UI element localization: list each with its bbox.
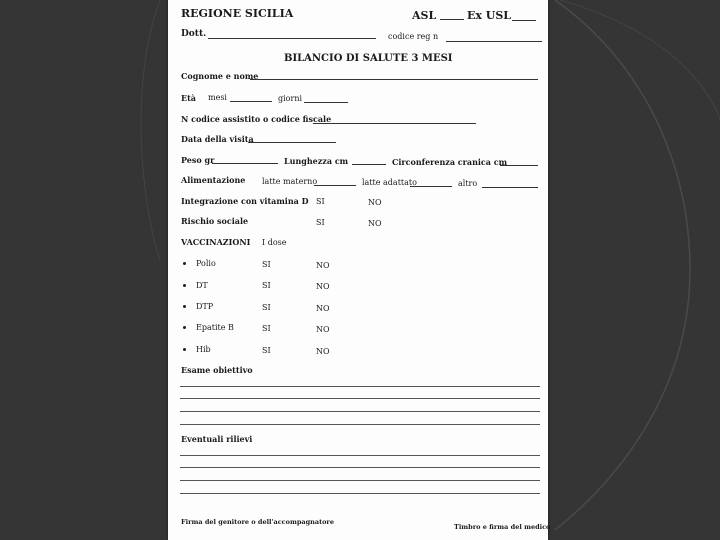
esame-line[interactable] (180, 386, 540, 387)
ex-usl-field[interactable] (512, 20, 536, 21)
vaccine-no[interactable]: NO (316, 261, 330, 270)
vaccine-name: Hib (196, 345, 211, 354)
bullet-icon (183, 326, 186, 329)
lunghezza-label: Lunghezza cm (284, 156, 349, 166)
esame-line[interactable] (180, 398, 540, 399)
rischio-label: Rischio sociale (181, 216, 249, 226)
vaccine-si[interactable]: SI (262, 281, 271, 290)
giorni-field[interactable] (304, 102, 348, 103)
rilievi-line[interactable] (180, 455, 540, 456)
lunghezza-field[interactable] (352, 164, 386, 165)
integrazione-no[interactable]: NO (368, 198, 382, 207)
peso-field[interactable] (212, 163, 278, 164)
vaccine-no[interactable]: NO (316, 304, 330, 313)
bullet-icon (183, 262, 186, 265)
vaccine-no[interactable]: NO (316, 347, 330, 356)
latte-materno-field[interactable] (314, 185, 356, 186)
vaccinazioni-label: VACCINAZIONI (181, 237, 251, 247)
eta-label: Età (181, 93, 196, 103)
ex-usl-label: Ex USL (467, 9, 512, 22)
vaccine-name: DT (196, 281, 208, 290)
data-visita-label: Data della visita (181, 134, 254, 144)
circonferenza-label: Circonferenza cranica cm (392, 157, 508, 167)
altro-label: altro (458, 179, 478, 188)
codice-assistito-label: N codice assistito o codice fiscale (181, 114, 332, 124)
codice-assistito-field[interactable] (313, 123, 476, 124)
dott-field[interactable] (208, 38, 376, 39)
health-form-page (168, 0, 551, 540)
cognome-nome-field[interactable] (250, 79, 538, 80)
bullet-icon (183, 284, 186, 287)
data-visita-field[interactable] (248, 142, 336, 143)
firma-genitore-label: Firma del genitore o dell'accompagnatore (181, 518, 334, 526)
giorni-label: giorni (278, 94, 303, 103)
cognome-nome-label: Cognome e nome (181, 71, 259, 81)
dott-label: Dott. (181, 29, 207, 39)
form-title: BILANCIO DI SALUTE 3 MESI (284, 53, 453, 64)
vaccine-si[interactable]: SI (262, 260, 271, 269)
bullet-icon (183, 348, 186, 351)
rilievi-line[interactable] (180, 467, 540, 468)
vaccine-si[interactable]: SI (262, 346, 271, 355)
vaccine-si[interactable]: SI (262, 303, 271, 312)
vaccine-no[interactable]: NO (316, 325, 330, 334)
asl-label: ASL (412, 9, 437, 22)
mesi-label: mesi (208, 93, 227, 102)
bullet-icon (183, 305, 186, 308)
peso-label: Peso gr (181, 155, 215, 165)
asl-field[interactable] (440, 19, 464, 20)
circonferenza-field[interactable] (500, 165, 538, 166)
vaccine-no[interactable]: NO (316, 282, 330, 291)
latte-adattato-label: latte adattato (362, 178, 417, 187)
integrazione-label: Integrazione con vitamina D (181, 196, 309, 206)
integrazione-si[interactable]: SI (316, 197, 325, 206)
esame-line[interactable] (180, 411, 540, 412)
mesi-field[interactable] (230, 101, 272, 102)
rilievi-line[interactable] (180, 480, 540, 481)
vaccine-name: Epatite B (196, 323, 234, 332)
codice-reg-field[interactable] (446, 41, 542, 42)
rilievi-label: Eventuali rilievi (181, 434, 253, 444)
alimentazione-label: Alimentazione (181, 175, 246, 185)
codice-reg-label: codice reg n (388, 32, 439, 41)
vaccine-name: DTP (196, 302, 214, 311)
altro-field[interactable] (482, 187, 538, 188)
latte-materno-label: latte materno (262, 177, 318, 186)
esame-line[interactable] (180, 424, 540, 425)
timbro-firma-label: Timbro e firma del medico (454, 523, 551, 531)
vaccine-si[interactable]: SI (262, 324, 271, 333)
esame-obiettivo-label: Esame obiettivo (181, 365, 253, 375)
dose-label: I dose (262, 238, 287, 247)
rilievi-line[interactable] (180, 493, 540, 494)
rischio-no[interactable]: NO (368, 219, 382, 228)
region-title: REGIONE SICILIA (181, 7, 294, 20)
vaccine-name: Polio (196, 259, 216, 268)
rischio-si[interactable]: SI (316, 218, 325, 227)
latte-adattato-field[interactable] (410, 186, 452, 187)
